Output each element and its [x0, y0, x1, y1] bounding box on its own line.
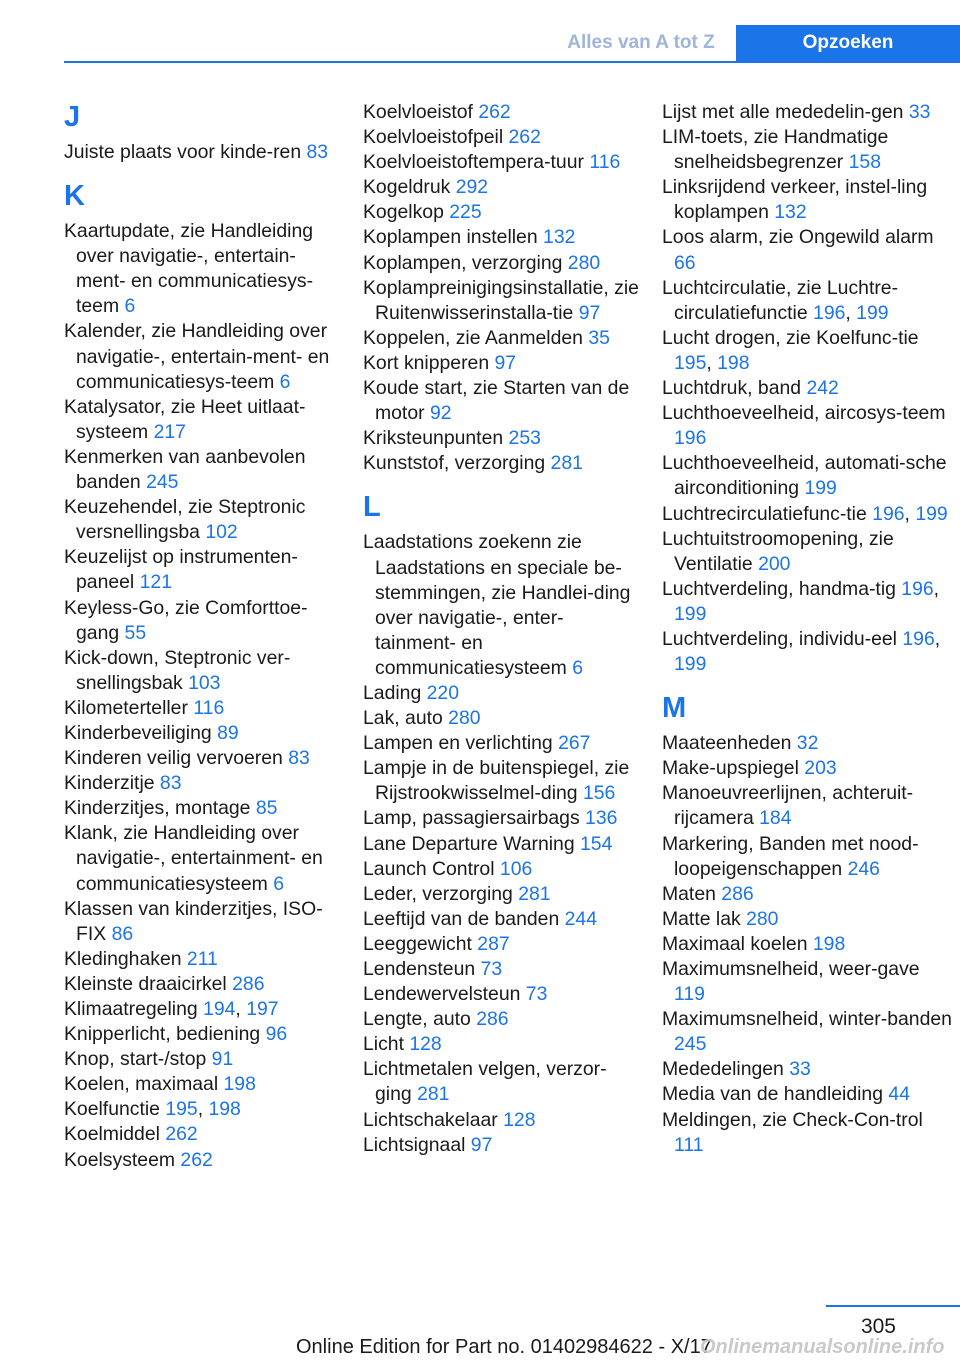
entry-text: Kleinste draaicirkel — [64, 972, 233, 995]
page-ref-link[interactable]: 211 — [186, 947, 218, 970]
index-entry — [662, 527, 952, 577]
entry-text: Kenmerken van aanbevolen banden — [64, 445, 306, 494]
page-ref-link[interactable]: 194 — [203, 998, 236, 1020]
entry-text: Lading — [363, 681, 427, 704]
page-ref-link[interactable]: 262 — [478, 101, 511, 123]
page-ref-link[interactable]: 116 — [193, 696, 225, 719]
entry-text: Markering, Banden met nood-loopeigenschappen — [662, 832, 919, 880]
ref-separator: , — [904, 502, 916, 525]
index-entry — [363, 857, 643, 882]
index-column-1 — [64, 100, 344, 1173]
page-ref-link[interactable]: 89 — [217, 721, 239, 744]
entry-text: Leeggewicht — [363, 932, 478, 955]
page-ref-link[interactable]: 154 — [580, 832, 613, 855]
entry-text: Kunststof, verzorging — [363, 452, 551, 475]
page-ref-link[interactable]: 262 — [180, 1148, 213, 1171]
index-entry — [662, 376, 952, 401]
index-entry — [662, 781, 952, 831]
index-entry — [662, 1057, 952, 1082]
entry-text: Kilometerteller — [64, 696, 194, 719]
page-ref-link[interactable]: 102 — [205, 521, 238, 544]
entry-text: Lengte, auto — [363, 1008, 477, 1031]
page-ref-link[interactable]: 196 — [872, 502, 905, 525]
tab-alles-van-a-tot-z[interactable]: Alles van A tot Z — [567, 32, 715, 53]
index-entry — [363, 1032, 643, 1057]
entry-text: Klimaatregeling — [64, 998, 204, 1020]
page-ref-link[interactable]: 128 — [503, 1108, 536, 1131]
index-entry — [662, 175, 952, 225]
index-entry — [662, 225, 952, 275]
entry-text: Lichtmetalen velgen, verzor-ging — [363, 1058, 607, 1106]
index-entry — [363, 806, 643, 831]
page-ref-link[interactable]: 156 — [582, 782, 616, 805]
page-ref-link[interactable]: 196 — [902, 627, 935, 650]
page-ref-link[interactable]: 199 — [674, 653, 707, 676]
index-entry — [662, 957, 952, 1007]
index-entry — [662, 276, 952, 326]
entry-text: Lendensteun — [363, 958, 481, 980]
page-ref-link[interactable]: 91 — [211, 1048, 234, 1071]
page-ref-link[interactable]: 97 — [494, 351, 517, 374]
index-entry — [363, 957, 643, 982]
page-ref-link[interactable]: 217 — [153, 420, 186, 443]
entry-text: Media van de handleiding — [662, 1083, 889, 1106]
entry-text: Koelmiddel — [64, 1123, 166, 1146]
entry-text: Keuzelijst op instrumenten-paneel — [64, 546, 298, 594]
entry-text: Make-upspiegel — [662, 757, 805, 780]
entry-text: Koppelen, zie Aanmelden — [363, 326, 589, 349]
entry-text: Koelvloeistofpeil — [363, 126, 509, 149]
index-entry — [662, 832, 952, 882]
page-ref-link[interactable]: 83 — [159, 772, 182, 795]
index-entry — [662, 100, 952, 125]
page-ref-link[interactable]: 198 — [717, 351, 750, 374]
entry-text: Maximaal koelen — [662, 932, 813, 955]
section-letter: K — [64, 180, 85, 213]
index-entry — [64, 746, 344, 771]
entry-text: Leeftijd van de banden — [363, 907, 565, 930]
entry-text: Leder, verzorging — [363, 882, 519, 905]
index-entry — [662, 577, 952, 627]
header-divider — [64, 61, 960, 63]
entry-text: Koplampreinigingsinstallatie, zie Ruitenwisserinstalla-tie — [363, 276, 639, 324]
page-ref-link[interactable]: 85 — [255, 797, 278, 820]
page-ref-link[interactable]: 33 — [908, 101, 931, 123]
page-ref-link[interactable]: 267 — [558, 732, 591, 755]
entry-text: Laadstations zoekenn zie Laadstations en speciale be-stemmingen, zie Handlei-ding over navigatie-, enter-tainment- en communicatiesysteem — [363, 531, 631, 679]
page-ref-link[interactable]: 198 — [812, 932, 846, 955]
page-ref-link[interactable]: 198 — [223, 1073, 256, 1096]
page-ref-link[interactable]: 196 — [813, 301, 846, 324]
index-column-2 — [363, 100, 643, 1158]
entry-text: Klassen van kinderzitjes, ISO-FIX — [64, 897, 323, 945]
index-column-3 — [662, 100, 952, 1158]
entry-text: Lane Departure Warning — [363, 832, 581, 855]
page-number: 305 — [860, 1315, 896, 1338]
page-ref-link[interactable]: 286 — [721, 882, 754, 905]
index-entry — [363, 907, 643, 932]
index-entry — [662, 125, 952, 175]
entry-text: Mededelingen — [662, 1058, 790, 1081]
page-ref-link[interactable]: 83 — [288, 747, 310, 770]
index-entry — [64, 1097, 344, 1122]
index-entry — [662, 932, 952, 957]
page-ref-link[interactable]: 197 — [246, 998, 279, 1020]
page-ref-link[interactable]: 92 — [429, 402, 452, 425]
entry-text: Kogelkop — [363, 201, 450, 224]
page-ref-link[interactable]: 184 — [759, 807, 792, 830]
index-entry — [64, 1022, 344, 1047]
section-letter: J — [64, 101, 81, 133]
entry-text: Luchtverdeling, handma-tig — [662, 577, 902, 600]
index-entry — [662, 756, 952, 781]
page-ref-link[interactable]: 281 — [550, 452, 583, 475]
entry-text: Koelvloeistoftempera-tuur — [363, 151, 590, 174]
entry-text: Kaartupdate, zie Handleiding over navigatie-, entertain-ment- en communicatiesys-teem — [64, 220, 314, 318]
entry-text: Koplampen instellen — [363, 226, 544, 249]
page-ref-link[interactable]: 198 — [208, 1098, 241, 1121]
entry-text: Kinderzitje — [64, 772, 160, 795]
page-ref-link[interactable]: 111 — [674, 1133, 704, 1156]
entry-text: Lampje in de buitenspiegel, zie Rijstrookwisselmel-ding — [363, 757, 630, 805]
ref-separator: , — [706, 351, 718, 374]
index-entry — [363, 376, 643, 426]
page-ref-link[interactable]: 119 — [674, 983, 705, 1006]
section-letter: L — [363, 491, 381, 524]
index-entry — [64, 545, 344, 595]
ref-separator: , — [235, 998, 247, 1020]
entry-text: Maximumsnelheid, winter-banden — [662, 1008, 952, 1031]
footer-divider — [826, 1305, 960, 1307]
index-entry — [662, 451, 952, 501]
index-entry — [662, 731, 952, 756]
index-entry — [64, 771, 344, 796]
entry-text: Matte lak — [662, 907, 747, 930]
index-entry — [363, 932, 643, 957]
entry-text: Maximumsnelheid, weer-gave — [662, 958, 920, 980]
index-entry — [363, 1007, 643, 1032]
page-ref-link[interactable]: 121 — [139, 571, 172, 594]
page-ref-link[interactable]: 281 — [518, 882, 551, 905]
page-ref-link[interactable]: 106 — [499, 857, 533, 880]
page-ref-link[interactable]: 116 — [589, 151, 621, 174]
entry-text: Luchtrecirculatiefunc-tie — [662, 502, 873, 525]
index-entry — [64, 721, 344, 746]
index-entry — [363, 982, 643, 1007]
page-ref-link[interactable]: 6 — [124, 295, 136, 318]
page-ref-link[interactable]: 32 — [796, 732, 819, 755]
index-entry — [64, 1072, 344, 1097]
index-entry — [64, 596, 344, 646]
page-ref-link[interactable]: 97 — [470, 1133, 493, 1156]
entry-text: Luchthoeveelheid, aircosys-teem — [662, 402, 946, 425]
page-ref-link[interactable]: 196 — [901, 577, 934, 600]
index-entry — [64, 445, 344, 495]
page-ref-link[interactable]: 6 — [572, 656, 583, 679]
entry-text: Juiste plaats voor kinde-ren — [64, 141, 307, 163]
index-entry — [64, 1148, 344, 1173]
index-entry — [64, 395, 344, 445]
entry-text: Kick-down, Steptronic ver-snellingsbak — [64, 646, 291, 694]
entry-text: Lak, auto — [363, 707, 449, 730]
page-ref-link[interactable]: 35 — [588, 326, 610, 349]
entry-text: Kalender, zie Handleiding over navigatie-, entertain-ment- en communicatiesys-teem — [64, 320, 330, 393]
index-entry — [363, 832, 643, 857]
entry-text: Lichtsignaal — [363, 1133, 471, 1156]
page-ref-link[interactable]: 73 — [480, 958, 503, 980]
entry-text: Linksrijdend verkeer, instel-ling koplampen — [662, 176, 928, 224]
entry-text: Koplampen, verzorging — [363, 251, 568, 274]
index-entry — [64, 646, 344, 696]
entry-text: Lamp, passagiersairbags — [363, 807, 586, 830]
page-ref-link[interactable]: 195 — [165, 1098, 198, 1121]
index-entry — [363, 100, 643, 125]
page-ref-link[interactable]: 220 — [426, 681, 459, 704]
page-ref-link[interactable]: 199 — [804, 477, 837, 500]
page-ref-link[interactable]: 245 — [674, 1033, 707, 1056]
index-entry — [363, 681, 643, 706]
index-entry — [64, 897, 344, 947]
entry-text: Koelvloeistof — [363, 101, 479, 123]
index-entry — [363, 882, 643, 907]
tab-opzoeken[interactable]: Opzoeken — [736, 25, 960, 61]
index-entry — [662, 1108, 952, 1158]
entry-text: Loos alarm, zie Ongewild alarm — [662, 226, 934, 249]
entry-text: Klank, zie Handleiding over navigatie-, entertainment- en communicatiesysteem — [64, 822, 323, 895]
entry-text: Kinderbeveiliging — [64, 721, 218, 744]
page-ref-link[interactable]: 225 — [449, 201, 482, 224]
page-ref-link[interactable]: 83 — [306, 141, 329, 163]
index-entry — [363, 731, 643, 756]
entry-text: Kinderzitjes, montage — [64, 797, 256, 820]
index-entry — [363, 150, 643, 175]
index-entry — [662, 502, 952, 527]
index-entry — [662, 907, 952, 932]
index-entry — [64, 495, 344, 545]
entry-text: Kledinghaken — [64, 947, 187, 970]
page-ref-link[interactable]: 199 — [856, 301, 889, 324]
index-entry — [363, 530, 643, 681]
index-entry — [363, 326, 643, 351]
page-ref-link[interactable]: 199 — [674, 602, 707, 625]
entry-text: Keuzehendel, zie Steptronic versnellingsba — [64, 496, 306, 544]
page-ref-link[interactable]: 158 — [848, 151, 881, 174]
entry-text: Luchtverdeling, individu-eel — [662, 627, 903, 650]
index-entry — [363, 351, 643, 376]
page-ref-link[interactable]: 246 — [847, 857, 880, 880]
page-ref-link[interactable]: 44 — [888, 1083, 910, 1106]
page-ref-link[interactable]: 242 — [806, 377, 839, 400]
page-ref-link[interactable]: 199 — [915, 502, 948, 525]
page-ref-link[interactable]: 203 — [804, 757, 837, 780]
entry-text: Lichtschakelaar — [363, 1108, 504, 1131]
page-ref-link[interactable]: 97 — [578, 301, 601, 324]
entry-text: Kogeldruk — [363, 176, 456, 199]
page-ref-link[interactable]: 280 — [448, 707, 481, 730]
entry-text: Koelsysteem — [64, 1148, 181, 1171]
index-entry — [64, 972, 344, 997]
index-entry — [662, 326, 952, 376]
entry-text: Maten — [662, 882, 722, 905]
entry-text: Lendewervelsteun — [363, 983, 526, 1006]
ref-separator: , — [197, 1098, 209, 1121]
entry-text: Manoeuvreerlijnen, achteruit-rijcamera — [662, 782, 914, 830]
entry-text: Koude start, zie Starten van de motor — [363, 377, 630, 425]
page-ref-link[interactable]: 286 — [476, 1008, 509, 1031]
page-ref-link[interactable]: 262 — [508, 126, 541, 149]
page-ref-link[interactable]: 196 — [674, 427, 707, 450]
index-entry — [662, 1007, 952, 1057]
entry-text: Kinderen veilig vervoeren — [64, 747, 289, 770]
page-ref-link[interactable]: 200 — [758, 552, 791, 575]
page-ref-link[interactable]: 33 — [789, 1058, 811, 1081]
entry-text: Licht — [363, 1033, 410, 1056]
page-ref-link[interactable]: 6 — [273, 872, 284, 895]
index-entry — [64, 1122, 344, 1147]
index-entry — [662, 1082, 952, 1107]
index-entry — [363, 175, 643, 200]
entry-text: Kort knipperen — [363, 351, 495, 374]
index-entry — [363, 1057, 643, 1107]
index-entry — [363, 225, 643, 250]
page-ref-link[interactable]: 6 — [279, 370, 291, 393]
index-entry — [363, 125, 643, 150]
page-header — [0, 0, 960, 64]
index-entry — [363, 706, 643, 731]
page-ref-link[interactable]: 287 — [477, 932, 510, 955]
page-ref-link[interactable]: 86 — [111, 922, 134, 945]
entry-text: Katalysator, zie Heet uitlaat-systeem — [64, 395, 306, 443]
edition-text: Online Edition for Part no. 01402984622 - X/17 — [296, 1336, 712, 1358]
page-ref-link[interactable]: 262 — [165, 1123, 198, 1146]
entry-text: Keyless-Go, zie Comforttoe-gang — [64, 596, 308, 644]
page-ref-link[interactable]: 132 — [774, 201, 807, 224]
entry-text: Luchthoeveelheid, automati-sche airconditioning — [662, 452, 947, 500]
page-ref-link[interactable]: 281 — [417, 1083, 450, 1106]
page-ref-link[interactable]: 244 — [564, 907, 597, 930]
ref-separator: , — [933, 577, 940, 600]
index-entry — [363, 1133, 643, 1158]
entry-text: Knipperlicht, bediening — [64, 1023, 266, 1046]
page-ref-link[interactable]: 66 — [674, 251, 696, 274]
index-entry — [662, 627, 952, 677]
index-entry — [64, 319, 344, 394]
entry-text: Lampen en verlichting — [363, 732, 559, 755]
index-entry — [662, 882, 952, 907]
page-ref-link[interactable]: 286 — [232, 972, 265, 995]
entry-text: Luchtdruk, band — [662, 377, 807, 400]
page-ref-link[interactable]: 96 — [265, 1023, 288, 1046]
page-ref-link[interactable]: 195 — [674, 351, 707, 374]
index-entry — [363, 756, 643, 806]
page-ref-link[interactable]: 128 — [409, 1033, 442, 1056]
page-ref-link[interactable]: 55 — [124, 621, 147, 644]
index-entry — [363, 276, 643, 326]
index-entry — [363, 426, 643, 451]
index-entry — [363, 451, 643, 476]
page-ref-link[interactable]: 280 — [567, 251, 601, 274]
page-ref-link[interactable]: 245 — [146, 471, 179, 494]
entry-text: Luchtuitstroomopening, zie Ventilatie — [662, 527, 894, 575]
index-entry — [64, 997, 344, 1022]
ref-separator: , — [934, 627, 941, 650]
index-entry — [64, 140, 344, 165]
entry-text: Lijst met alle mededelin-gen — [662, 101, 909, 123]
page-ref-link[interactable]: 280 — [746, 907, 779, 930]
index-entry — [64, 947, 344, 972]
index-entry — [64, 821, 344, 896]
entry-text: Kriksteunpunten — [363, 427, 509, 450]
index-entry — [64, 696, 344, 721]
watermark: Onlinemanualsonline.info — [700, 1336, 945, 1358]
index-entry — [363, 1108, 643, 1133]
entry-text: Launch Control — [363, 857, 500, 880]
entry-text: Knop, start-/stop — [64, 1048, 212, 1071]
entry-text: Koelfunctie — [64, 1098, 166, 1121]
index-entry — [64, 219, 344, 319]
ref-separator: , — [845, 301, 857, 324]
page-ref-link[interactable]: 292 — [455, 176, 489, 199]
entry-text: Lucht drogen, zie Koelfunc-tie — [662, 326, 919, 349]
entry-text: Koelen, maximaal — [64, 1073, 224, 1096]
index-entry — [363, 200, 643, 225]
index-entry — [64, 796, 344, 821]
page-ref-link[interactable]: 132 — [543, 226, 576, 249]
section-letter: M — [662, 692, 687, 725]
entry-text: Meldingen, zie Check-Con-trol — [662, 1108, 923, 1131]
page-ref-link[interactable]: 253 — [508, 427, 541, 450]
entry-text: Luchtcirculatie, zie Luchtre-circulatiefunctie — [662, 276, 899, 324]
index-entry — [64, 1047, 344, 1072]
index-entry — [662, 401, 952, 451]
page-ref-link[interactable]: 73 — [525, 983, 548, 1006]
entry-text: LIM-toets, zie Handmatige snelheidsbegrenzer — [662, 126, 889, 174]
entry-text: Maateenheden — [662, 732, 797, 755]
page-ref-link[interactable]: 103 — [188, 671, 221, 694]
page-ref-link[interactable]: 136 — [585, 807, 618, 830]
index-entry — [363, 251, 643, 276]
